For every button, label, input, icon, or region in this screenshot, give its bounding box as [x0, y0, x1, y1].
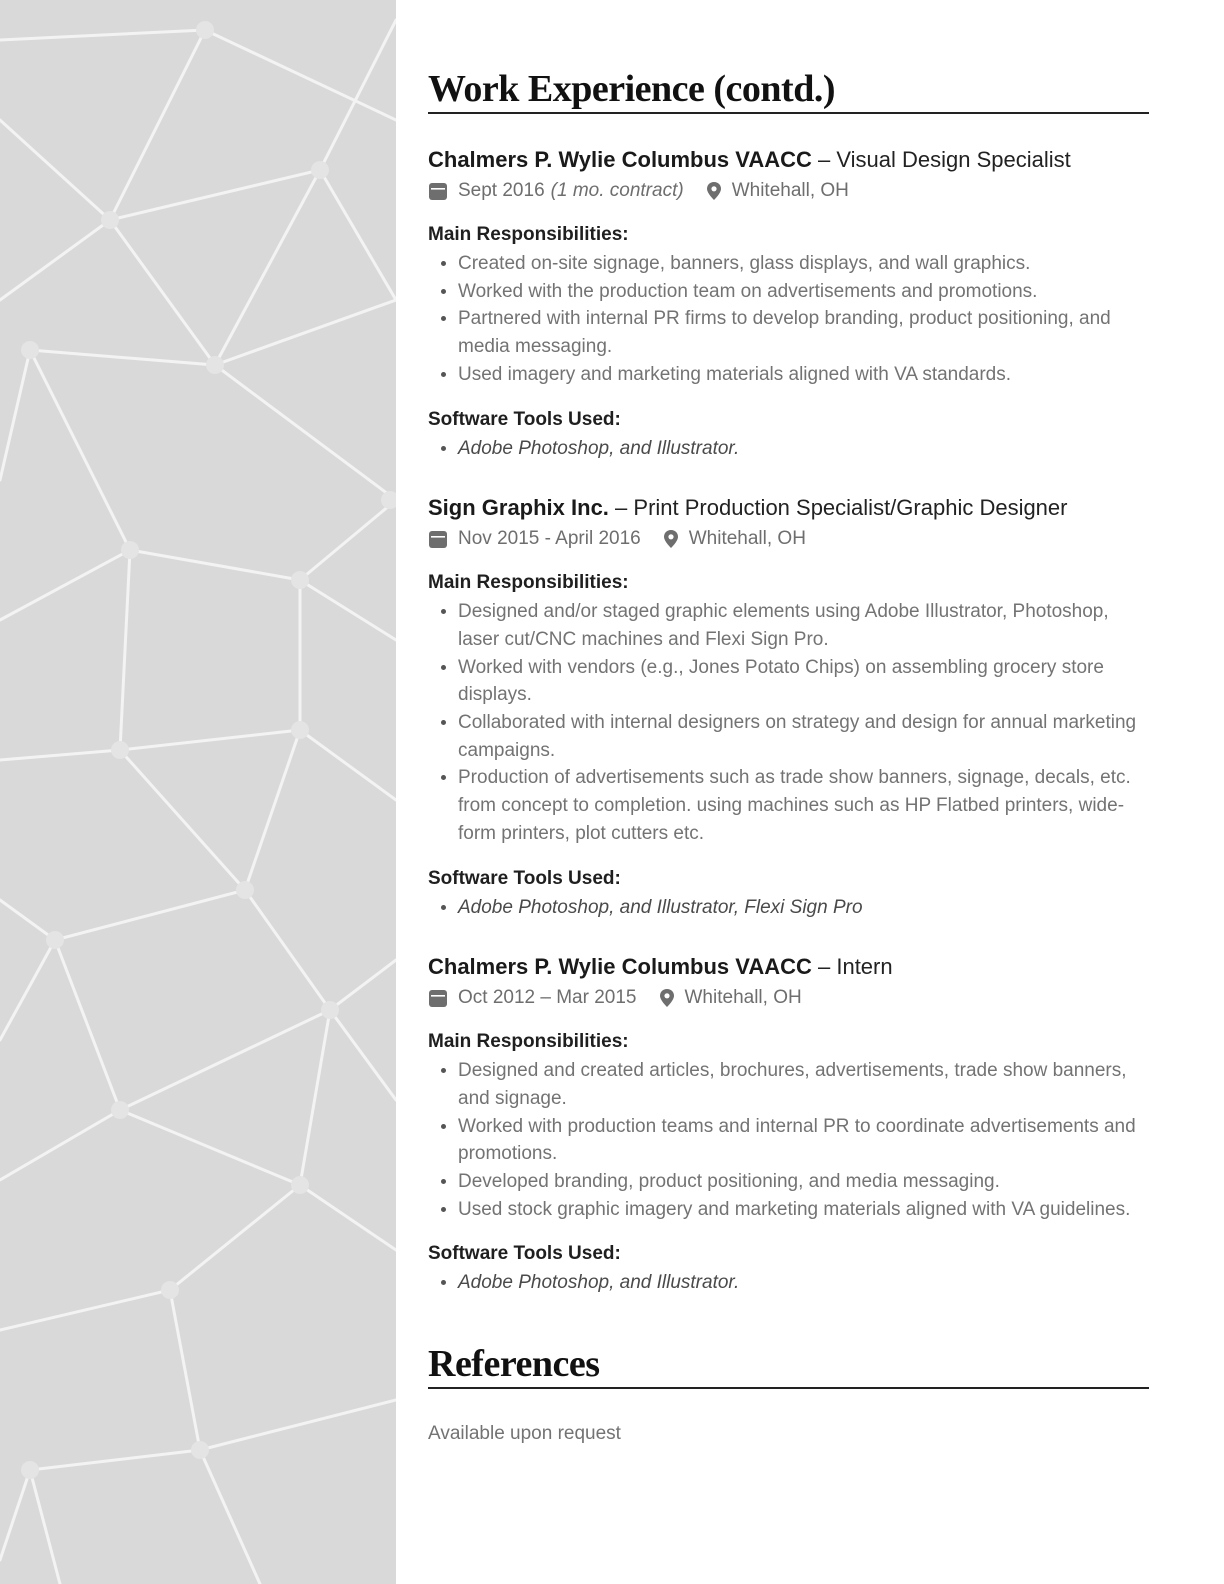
tools-list [428, 1269, 1149, 1297]
main-content [428, 66, 1149, 1447]
job-header [428, 494, 1149, 522]
list-item: Adobe Photoshop, and Illustrator, Flexi Sign Pro [458, 894, 1149, 922]
job-date: Sept 2016 [458, 180, 545, 201]
job-meta [428, 178, 1149, 204]
job-meta [428, 526, 1149, 552]
network-pattern [0, 0, 396, 1584]
job-location [657, 985, 802, 1011]
job-header [428, 146, 1149, 174]
list-item: Designed and created articles, brochures, advertisements, trade show banners, and signage. [458, 1057, 1149, 1112]
job-role: Visual Design Specialist [836, 147, 1071, 172]
list-item: Adobe Photoshop, and Illustrator. [458, 435, 1149, 463]
job-entry [428, 953, 1149, 1297]
tools-label: Software Tools Used: [428, 408, 621, 430]
company-name: Chalmers P. Wylie Columbus VAACC [428, 147, 812, 172]
list-item: Partnered with internal PR firms to develop branding, product positioning, and media messaging. [458, 305, 1149, 360]
list-item: Worked with vendors (e.g., Jones Potato Chips) on assembling grocery store displays. [458, 654, 1149, 709]
responsibilities-label: Main Responsibilities: [428, 1031, 629, 1053]
list-item: Used stock graphic imagery and marketing materials aligned with VA guidelines. [458, 1196, 1149, 1224]
references-section [428, 1341, 1149, 1447]
responsibilities-list [428, 1057, 1149, 1223]
job-entry [428, 146, 1149, 462]
job-meta [428, 985, 1149, 1011]
company-name: Sign Graphix Inc. [428, 495, 609, 521]
list-item: Developed branding, product positioning, and media messaging. [458, 1168, 1149, 1196]
list-item: Designed and/or staged graphic elements using Adobe Illustrator, Photoshop, laser cut/CNC machines and Flexi Sign Pro. [458, 598, 1149, 653]
calendar-icon [428, 529, 448, 549]
job-separator: – [811, 954, 837, 980]
company-name: Chalmers P. Wylie Columbus VAACC [428, 954, 812, 980]
map-pin-icon [704, 181, 724, 201]
job-date: Nov 2015 - April 2016 [458, 528, 641, 550]
calendar-icon [428, 988, 448, 1008]
calendar-icon [428, 181, 448, 201]
map-pin-icon [661, 529, 681, 549]
list-item: Collaborated with internal designers on strategy and design for annual marketing campaigns. [458, 709, 1149, 764]
responsibilities-label: Main Responsibilities: [428, 572, 629, 594]
work-experience-title: Work Experience (contd.) [428, 66, 1149, 114]
job-role: Print Production Specialist/Graphic Designer [633, 495, 1068, 521]
list-item: Adobe Photoshop, and Illustrator. [458, 1269, 1149, 1297]
job-header [428, 953, 1149, 981]
job-location-text: Whitehall, OH [731, 180, 849, 201]
job-location [704, 178, 849, 204]
list-item: Used imagery and marketing materials aligned with VA standards. [458, 361, 1149, 389]
tools-label: Software Tools Used: [428, 1243, 621, 1265]
job-location-text: Whitehall, OH [684, 987, 802, 1009]
list-item: Worked with the production team on advertisements and promotions. [458, 278, 1149, 306]
decorative-sidebar [0, 0, 396, 1584]
job-location-text: Whitehall, OH [688, 528, 806, 550]
job-date: Oct 2012 – Mar 2015 [458, 987, 637, 1009]
references-title: References [428, 1341, 1149, 1389]
tools-label: Software Tools Used: [428, 867, 621, 889]
job-location [661, 526, 806, 552]
job-date-note: (1 mo. contract) [550, 180, 684, 201]
responsibilities-list [428, 250, 1149, 389]
responsibilities-label: Main Responsibilities: [428, 224, 629, 245]
job-separator: – [811, 147, 837, 172]
tools-list [428, 894, 1149, 922]
list-item: Worked with production teams and internal PR to coordinate advertisements and promotions. [458, 1113, 1149, 1168]
map-pin-icon [657, 988, 677, 1008]
job-role: Intern [836, 954, 893, 980]
job-separator: – [608, 495, 634, 521]
list-item: Created on-site signage, banners, glass displays, and wall graphics. [458, 250, 1149, 278]
tools-list [428, 435, 1149, 463]
responsibilities-list [428, 598, 1149, 847]
list-item: Production of advertisements such as trade show banners, signage, decals, etc. from concept to completion. using machines such as HP Flatbed printers, wide-form printers, plot cutters etc. [458, 764, 1149, 847]
references-text: Available upon request [428, 1423, 621, 1445]
job-entry [428, 494, 1149, 921]
